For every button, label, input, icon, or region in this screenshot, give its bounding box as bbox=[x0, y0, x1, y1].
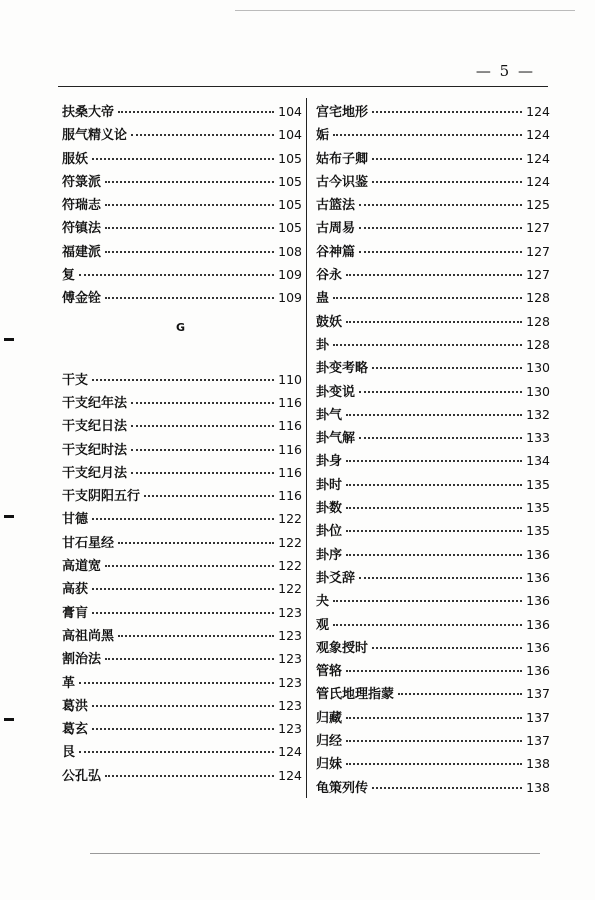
index-entry bbox=[62, 217, 302, 240]
index-entry bbox=[316, 427, 550, 450]
index-term: 傅金铨 bbox=[62, 291, 102, 307]
scan-artifact-line bbox=[90, 853, 540, 854]
index-page-number: 105 bbox=[278, 197, 302, 213]
index-column-right bbox=[316, 101, 550, 800]
dot-leader bbox=[92, 379, 274, 381]
index-page-number: 116 bbox=[278, 488, 302, 504]
index-term: 龟策列传 bbox=[316, 780, 369, 796]
index-term: 谷神篇 bbox=[316, 244, 356, 260]
index-term: 服妖 bbox=[62, 151, 89, 167]
index-term: 宫宅地形 bbox=[316, 105, 369, 120]
index-page-number: 122 bbox=[278, 558, 302, 574]
index-term: 甘石星经 bbox=[62, 535, 115, 551]
page-number: — 5 — bbox=[475, 62, 535, 80]
index-entry bbox=[316, 171, 550, 194]
index-page-number: 109 bbox=[278, 267, 302, 283]
index-page-number: 105 bbox=[278, 220, 302, 236]
index-term: 高道宽 bbox=[62, 559, 102, 575]
index-page-number: 137 bbox=[526, 709, 550, 725]
index-entry bbox=[316, 474, 550, 497]
index-entry bbox=[62, 148, 302, 171]
dot-leader bbox=[131, 472, 274, 474]
dot-leader bbox=[359, 227, 522, 229]
dot-leader bbox=[359, 391, 522, 393]
index-term: 古今识鉴 bbox=[316, 174, 369, 190]
index-page-number: 138 bbox=[526, 756, 550, 772]
dot-leader bbox=[372, 158, 522, 160]
index-entry bbox=[62, 602, 302, 625]
dot-leader bbox=[333, 297, 522, 299]
index-term: 卦气 bbox=[316, 407, 343, 423]
index-page-number: 123 bbox=[278, 604, 302, 620]
index-page-number: 136 bbox=[526, 569, 550, 585]
index-term: 干支阴阳五行 bbox=[62, 489, 141, 505]
index-page-number: 128 bbox=[526, 290, 550, 306]
dot-leader bbox=[105, 565, 274, 567]
index-term: 符瑞志 bbox=[62, 198, 102, 214]
index-term: 葛洪 bbox=[62, 698, 89, 714]
dot-leader bbox=[333, 624, 522, 626]
dot-leader bbox=[359, 577, 522, 579]
dot-leader bbox=[105, 297, 274, 299]
index-entry bbox=[316, 707, 550, 730]
dot-leader bbox=[346, 670, 522, 672]
index-term: 干支纪日法 bbox=[62, 419, 128, 435]
index-term: 卦数 bbox=[316, 501, 343, 517]
index-term: 古篮法 bbox=[316, 198, 356, 214]
dot-leader bbox=[131, 134, 274, 136]
index-entry bbox=[316, 334, 550, 357]
index-term: 干支纪月法 bbox=[62, 465, 128, 481]
index-entry bbox=[62, 287, 302, 310]
index-term: 卦变考略 bbox=[316, 361, 369, 377]
index-entry bbox=[316, 497, 550, 520]
dot-leader bbox=[105, 775, 274, 777]
index-entry bbox=[316, 590, 550, 613]
index-entry bbox=[316, 637, 550, 660]
index-page-number: 134 bbox=[526, 453, 550, 469]
index-page-number: 110 bbox=[278, 371, 302, 387]
index-page-number: 122 bbox=[278, 581, 302, 597]
dot-leader bbox=[92, 518, 274, 520]
section-spacer bbox=[62, 346, 302, 369]
index-entry bbox=[62, 392, 302, 415]
index-page-number: 123 bbox=[278, 651, 302, 667]
index-entry bbox=[62, 241, 302, 264]
index-entry bbox=[316, 450, 550, 473]
index-entry bbox=[62, 194, 302, 217]
dot-leader bbox=[131, 402, 274, 404]
index-page-number: 109 bbox=[278, 290, 302, 306]
index-entry bbox=[316, 194, 550, 217]
index-entry bbox=[62, 369, 302, 392]
dot-leader bbox=[92, 158, 274, 160]
index-entry bbox=[316, 287, 550, 310]
index-page-number: 123 bbox=[278, 674, 302, 690]
dot-leader bbox=[359, 204, 522, 206]
index-page-number: 124 bbox=[526, 104, 550, 119]
index-page-number: 108 bbox=[278, 243, 302, 259]
index-term: 归藏 bbox=[316, 710, 343, 726]
index-entry bbox=[316, 567, 550, 590]
index-entry bbox=[316, 660, 550, 683]
index-entry bbox=[316, 241, 550, 264]
dot-leader bbox=[118, 542, 274, 544]
dot-leader bbox=[105, 251, 274, 253]
index-entry bbox=[316, 777, 550, 800]
index-term: 卦气解 bbox=[316, 431, 356, 447]
index-page-number: 132 bbox=[526, 406, 550, 422]
dot-leader bbox=[346, 321, 522, 323]
dot-leader bbox=[79, 682, 274, 684]
index-page-number: 122 bbox=[278, 511, 302, 527]
index-page-number: 123 bbox=[278, 697, 302, 713]
index-term: 卦时 bbox=[316, 477, 343, 493]
index-term: 复 bbox=[62, 268, 76, 284]
dot-leader bbox=[372, 787, 522, 789]
dot-leader bbox=[346, 530, 522, 532]
section-heading bbox=[62, 311, 302, 346]
index-page-number: 138 bbox=[526, 779, 550, 795]
index-entry bbox=[62, 485, 302, 508]
index-term: 干支 bbox=[62, 372, 89, 388]
index-entry bbox=[62, 578, 302, 601]
dot-leader bbox=[346, 763, 522, 765]
index-page-number: 116 bbox=[278, 441, 302, 457]
index-entry bbox=[316, 217, 550, 240]
dot-leader bbox=[333, 134, 522, 136]
index-page-number: 125 bbox=[526, 197, 550, 213]
index-entry bbox=[316, 520, 550, 543]
index-entry bbox=[62, 415, 302, 438]
scan-artifact-line bbox=[235, 10, 575, 11]
dot-leader bbox=[372, 647, 522, 649]
index-page-number: 133 bbox=[526, 430, 550, 446]
index-term: 公孔弘 bbox=[62, 768, 102, 784]
dot-leader bbox=[346, 507, 522, 509]
index-page-number: 127 bbox=[526, 267, 550, 283]
index-term: 卦 bbox=[316, 337, 330, 353]
margin-mark bbox=[4, 718, 14, 721]
dot-leader bbox=[372, 111, 522, 113]
dot-leader bbox=[131, 425, 274, 427]
index-entry bbox=[316, 614, 550, 637]
dot-leader bbox=[118, 111, 274, 113]
index-entry bbox=[62, 695, 302, 718]
index-term: 卦爻辞 bbox=[316, 570, 356, 586]
index-entry bbox=[316, 357, 550, 380]
index-term: 干支纪时法 bbox=[62, 442, 128, 458]
index-entry bbox=[316, 404, 550, 427]
index-page-number: 105 bbox=[278, 173, 302, 189]
index-page-number: 123 bbox=[278, 627, 302, 643]
index-term: 卦序 bbox=[316, 547, 343, 563]
index-page-number: 135 bbox=[526, 476, 550, 492]
index-page-number: 124 bbox=[526, 173, 550, 189]
index-page-number: 116 bbox=[278, 418, 302, 434]
index-entry bbox=[62, 101, 302, 124]
dot-leader bbox=[346, 414, 522, 416]
index-term: 割治法 bbox=[62, 652, 102, 668]
index-term: 服气精义论 bbox=[62, 128, 128, 144]
index-term: 姑布子卿 bbox=[316, 151, 369, 167]
index-entry bbox=[316, 683, 550, 706]
index-term: 夬 bbox=[316, 594, 330, 610]
dot-leader bbox=[144, 495, 274, 497]
index-entry bbox=[316, 730, 550, 753]
dot-leader bbox=[372, 181, 522, 183]
index-page-number: 127 bbox=[526, 243, 550, 259]
index-entry bbox=[62, 439, 302, 462]
index-page-number: 105 bbox=[278, 150, 302, 166]
index-page-number: 116 bbox=[278, 464, 302, 480]
index-term: 蛊 bbox=[316, 291, 330, 307]
dot-leader bbox=[346, 740, 522, 742]
index-term: 卦变说 bbox=[316, 384, 356, 400]
dot-leader bbox=[92, 728, 274, 730]
dot-leader bbox=[398, 693, 522, 695]
index-term: 鼓妖 bbox=[316, 314, 343, 330]
index-page-number: 130 bbox=[526, 360, 550, 376]
dot-leader bbox=[92, 612, 274, 614]
dot-leader bbox=[346, 460, 522, 462]
dot-leader bbox=[333, 600, 522, 602]
index-entry bbox=[62, 462, 302, 485]
index-page-number: 128 bbox=[526, 336, 550, 352]
index-entry bbox=[316, 124, 550, 147]
index-term: 葛玄 bbox=[62, 722, 89, 738]
index-entry bbox=[62, 508, 302, 531]
dot-leader bbox=[346, 484, 522, 486]
index-page-number: 116 bbox=[278, 394, 302, 410]
index-entry bbox=[62, 625, 302, 648]
index-entry bbox=[316, 544, 550, 567]
index-entry bbox=[62, 718, 302, 741]
index-page-number: 136 bbox=[526, 593, 550, 609]
dot-leader bbox=[105, 227, 274, 229]
index-term: 符镇法 bbox=[62, 221, 102, 237]
index-page-number: 137 bbox=[526, 733, 550, 749]
dot-leader bbox=[346, 274, 522, 276]
index-term: 高祖尚黑 bbox=[62, 628, 115, 644]
index-page-number: 135 bbox=[526, 500, 550, 516]
margin-mark bbox=[4, 338, 14, 341]
index-page-number: 136 bbox=[526, 616, 550, 632]
dot-leader bbox=[346, 717, 522, 719]
index-page-number: 124 bbox=[278, 744, 302, 760]
index-entry bbox=[316, 311, 550, 334]
index-term: 膏肓 bbox=[62, 605, 89, 621]
index-term: 卦身 bbox=[316, 454, 343, 470]
index-page-number: 136 bbox=[526, 663, 550, 679]
index-term: 符箓派 bbox=[62, 174, 102, 190]
dot-leader bbox=[105, 658, 274, 660]
index-term: 管辂 bbox=[316, 664, 343, 680]
index-term: 归妹 bbox=[316, 757, 343, 773]
index-term: 艮 bbox=[62, 745, 76, 761]
index-page-number: 136 bbox=[526, 546, 550, 562]
index-term: 革 bbox=[62, 675, 76, 691]
index-page-number: 137 bbox=[526, 686, 550, 702]
dot-leader bbox=[79, 274, 274, 276]
dot-leader bbox=[105, 204, 274, 206]
index-entry bbox=[62, 672, 302, 695]
margin-mark bbox=[4, 515, 14, 518]
dot-leader bbox=[372, 367, 522, 369]
index-term: 福建派 bbox=[62, 244, 102, 260]
index-page-number: 130 bbox=[526, 383, 550, 399]
dot-leader bbox=[118, 635, 274, 637]
index-term: 观 bbox=[316, 617, 330, 633]
dot-leader bbox=[92, 588, 274, 590]
index-page-number: 104 bbox=[278, 127, 302, 143]
index-entry bbox=[62, 171, 302, 194]
index-entry bbox=[62, 741, 302, 764]
index-term: 甘德 bbox=[62, 512, 89, 528]
column-divider bbox=[306, 98, 307, 798]
dot-leader bbox=[92, 705, 274, 707]
index-entry bbox=[316, 753, 550, 776]
index-page-number: 127 bbox=[526, 220, 550, 236]
index-entry bbox=[62, 532, 302, 555]
index-entry bbox=[62, 264, 302, 287]
index-page-number: 124 bbox=[278, 767, 302, 783]
dot-leader bbox=[105, 181, 274, 183]
index-page-number: 123 bbox=[278, 721, 302, 737]
index-page-number: 136 bbox=[526, 639, 550, 655]
index-entry bbox=[316, 101, 550, 124]
index-entry bbox=[316, 148, 550, 171]
index-page-number: 124 bbox=[526, 127, 550, 143]
index-term: 扶桑大帝 bbox=[62, 105, 115, 120]
index-page-number: 128 bbox=[526, 313, 550, 329]
index-page-number: 104 bbox=[278, 104, 302, 119]
index-term: 高获 bbox=[62, 582, 89, 598]
index-entry bbox=[62, 555, 302, 578]
section-letter: G bbox=[176, 320, 186, 334]
index-term: 古周易 bbox=[316, 221, 356, 237]
index-page-number: 124 bbox=[526, 150, 550, 166]
dot-leader bbox=[359, 437, 522, 439]
dot-leader bbox=[359, 251, 522, 253]
index-entry bbox=[316, 264, 550, 287]
index-term: 姤 bbox=[316, 128, 330, 144]
index-term: 归经 bbox=[316, 734, 343, 750]
index-term: 管氏地理指蒙 bbox=[316, 687, 395, 703]
index-entry bbox=[316, 381, 550, 404]
index-term: 观象授时 bbox=[316, 640, 369, 656]
index-entry bbox=[62, 765, 302, 788]
dot-leader bbox=[333, 344, 522, 346]
dot-leader bbox=[131, 449, 274, 451]
index-page-number: 122 bbox=[278, 534, 302, 550]
index-column-left bbox=[62, 101, 302, 788]
index-term: 干支纪年法 bbox=[62, 395, 128, 411]
header-rule bbox=[58, 86, 548, 87]
dot-leader bbox=[79, 751, 274, 753]
index-entry bbox=[62, 124, 302, 147]
index-term: 卦位 bbox=[316, 524, 343, 540]
index-term: 谷永 bbox=[316, 268, 343, 284]
index-page-number: 135 bbox=[526, 523, 550, 539]
dot-leader bbox=[346, 554, 522, 556]
index-entry bbox=[62, 648, 302, 671]
